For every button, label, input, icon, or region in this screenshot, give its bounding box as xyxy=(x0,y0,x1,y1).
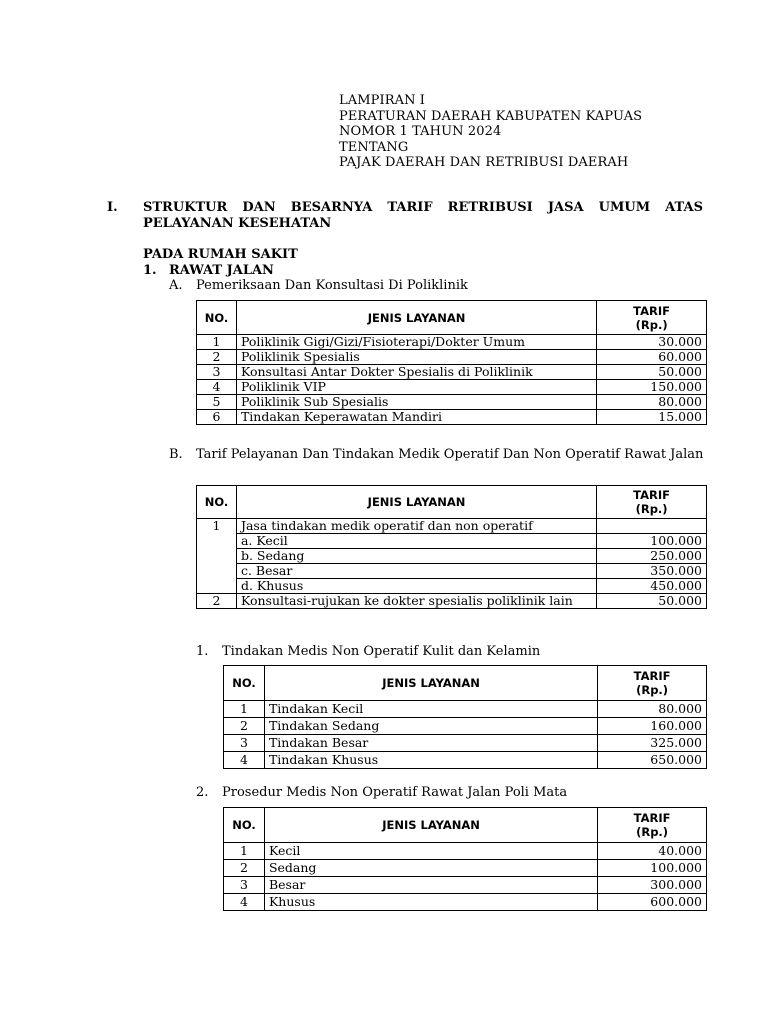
row-tariff: 300.000 xyxy=(598,877,707,894)
part-b-title: Tarif Pelayanan Dan Tindakan Medik Operatif Dan Non Operatif Rawat Jalan xyxy=(196,447,704,462)
row-tariff: 650.000 xyxy=(598,752,707,769)
location-heading: PADA RUMAH SAKIT xyxy=(143,247,298,262)
col-no: NO. xyxy=(197,301,237,335)
row-service: Tindakan Keperawatan Mandiri xyxy=(236,410,596,425)
part-b2-title: Prosedur Medis Non Operatif Rawat Jalan Poli Mata xyxy=(222,785,568,800)
col-tariff-line2: (Rp.) xyxy=(636,683,669,697)
row-tariff: 100.000 xyxy=(598,860,707,877)
subsection-title: RAWAT JALAN xyxy=(169,263,274,278)
header-line: TENTANG xyxy=(339,139,409,155)
row-tariff: 50.000 xyxy=(597,594,707,609)
row-service: Poliklinik Spesialis xyxy=(236,350,596,365)
row-service: a. Kecil xyxy=(236,534,596,549)
table-row xyxy=(197,395,707,410)
row-service: d. Khusus xyxy=(236,579,596,594)
row-service xyxy=(236,594,596,609)
part-b-letter: B. xyxy=(169,447,183,462)
col-no: NO. xyxy=(224,666,265,701)
row-service: c. Besar xyxy=(236,564,596,579)
table-row xyxy=(224,843,707,860)
row-tariff: 100.000 xyxy=(597,534,707,549)
row-no: 5 xyxy=(197,395,237,410)
table-row xyxy=(224,701,707,718)
col-tariff xyxy=(597,486,707,519)
table-row xyxy=(197,519,707,534)
section-number: I. xyxy=(107,200,118,215)
header-line: LAMPIRAN I xyxy=(339,93,426,108)
table-header-row xyxy=(197,301,707,335)
table-header-row xyxy=(224,666,707,701)
row-service: Tindakan Besar xyxy=(264,735,597,752)
part-b2-number: 2. xyxy=(196,785,209,800)
col-service: JENIS LAYANAN xyxy=(264,666,597,701)
header-line: PERATURAN DAERAH KABUPATEN KAPUAS xyxy=(339,108,643,124)
col-tariff-line1: TARIF xyxy=(633,303,671,318)
row-tariff: 450.000 xyxy=(597,579,707,594)
row-no: 2 xyxy=(197,350,237,365)
header-line: NOMOR 1 TAHUN 2024 xyxy=(339,124,502,139)
row-tariff: 60.000 xyxy=(597,350,707,365)
table-row xyxy=(197,380,707,395)
row-tariff: 250.000 xyxy=(597,549,707,564)
table-header-row xyxy=(224,808,707,843)
col-no: NO. xyxy=(224,808,265,843)
row-tariff: 80.000 xyxy=(598,701,707,718)
table-row xyxy=(224,752,707,769)
row-tariff: 50.000 xyxy=(597,365,707,380)
table-row xyxy=(224,894,707,911)
row-service: Sedang xyxy=(264,860,597,877)
col-tariff-line2: (Rp.) xyxy=(635,502,668,516)
row-service: Tindakan Khusus xyxy=(264,752,597,769)
col-tariff-line1: TARIF xyxy=(633,669,671,683)
col-no: NO. xyxy=(197,486,237,519)
row-no: 4 xyxy=(197,380,237,395)
row-no: 4 xyxy=(224,752,265,769)
row-tariff: 350.000 xyxy=(597,564,707,579)
row-service: Poliklinik VIP xyxy=(236,380,596,395)
row-service: Jasa tindakan medik operatif dan non operatif xyxy=(236,519,596,534)
col-tariff xyxy=(598,666,707,701)
part-b1-title: Tindakan Medis Non Operatif Kulit dan Kelamin xyxy=(222,644,541,659)
col-service: JENIS LAYANAN xyxy=(236,301,596,335)
row-tariff: 40.000 xyxy=(598,843,707,860)
row-no: 1 xyxy=(224,843,265,860)
table-row xyxy=(197,564,707,579)
part-b1-number: 1. xyxy=(196,644,209,659)
col-tariff xyxy=(597,301,707,335)
row-service-text: Konsultasi-rujukan ke dokter spesialis poliklinik lain xyxy=(240,593,573,608)
row-tariff: 150.000 xyxy=(597,380,707,395)
section-title: STRUKTUR DAN BESARNYA TARIF RETRIBUSI JASA UMUM ATAS PELAYANAN KESEHATAN xyxy=(143,200,703,231)
row-tariff: 30.000 xyxy=(597,335,707,350)
row-service: Poliklinik Sub Spesialis xyxy=(236,395,596,410)
row-tariff: 160.000 xyxy=(598,718,707,735)
row-service: b. Sedang xyxy=(236,549,596,564)
row-no: 3 xyxy=(224,877,265,894)
row-no: 1 xyxy=(197,335,237,350)
row-no: 2 xyxy=(224,718,265,735)
col-tariff-line2: (Rp.) xyxy=(636,825,669,839)
table-row xyxy=(224,718,707,735)
table-part-b2 xyxy=(223,807,707,911)
col-tariff xyxy=(598,808,707,843)
table-row xyxy=(197,549,707,564)
row-service: Konsultasi Antar Dokter Spesialis di Poliklinik xyxy=(236,365,596,380)
table-row xyxy=(197,410,707,425)
col-tariff-line1: TARIF xyxy=(633,811,671,825)
row-no: 1 xyxy=(224,701,265,718)
row-no: 2 xyxy=(197,594,237,609)
col-tariff-line2: (Rp.) xyxy=(635,317,668,332)
table-row xyxy=(197,335,707,350)
row-tariff: 15.000 xyxy=(597,410,707,425)
table-row xyxy=(197,579,707,594)
table-row xyxy=(197,594,707,609)
table-row xyxy=(197,365,707,380)
table-row xyxy=(224,877,707,894)
part-a-letter: A. xyxy=(169,278,183,293)
row-service: Khusus xyxy=(264,894,597,911)
col-tariff-line1: TARIF xyxy=(633,488,670,502)
table-part-b xyxy=(196,485,707,609)
header-line: PAJAK DAERAH DAN RETRIBUSI DAERAH xyxy=(339,155,629,170)
row-no: 3 xyxy=(197,365,237,380)
row-tariff: 80.000 xyxy=(597,395,707,410)
table-part-a xyxy=(196,300,707,425)
table-part-b1 xyxy=(223,665,707,769)
row-service: Tindakan Kecil xyxy=(264,701,597,718)
col-service: JENIS LAYANAN xyxy=(264,808,597,843)
row-service: Tindakan Sedang xyxy=(264,718,597,735)
subsection-number: 1. xyxy=(143,263,157,278)
row-no: 6 xyxy=(197,410,237,425)
row-tariff: 600.000 xyxy=(598,894,707,911)
row-tariff xyxy=(597,519,707,534)
table-row xyxy=(224,860,707,877)
document-header xyxy=(339,93,642,171)
row-service: Poliklinik Gigi/Gizi/Fisioterapi/Dokter Umum xyxy=(236,335,596,350)
part-a-title: Pemeriksaan Dan Konsultasi Di Poliklinik xyxy=(196,278,468,293)
row-no: 4 xyxy=(224,894,265,911)
col-service: JENIS LAYANAN xyxy=(236,486,596,519)
table-row xyxy=(224,735,707,752)
table-header-row xyxy=(197,486,707,519)
row-no: 1 xyxy=(197,519,237,594)
table-row xyxy=(197,534,707,549)
row-tariff: 325.000 xyxy=(598,735,707,752)
row-no: 2 xyxy=(224,860,265,877)
row-service: Besar xyxy=(264,877,597,894)
table-row xyxy=(197,350,707,365)
row-no: 3 xyxy=(224,735,265,752)
row-service: Kecil xyxy=(264,843,597,860)
